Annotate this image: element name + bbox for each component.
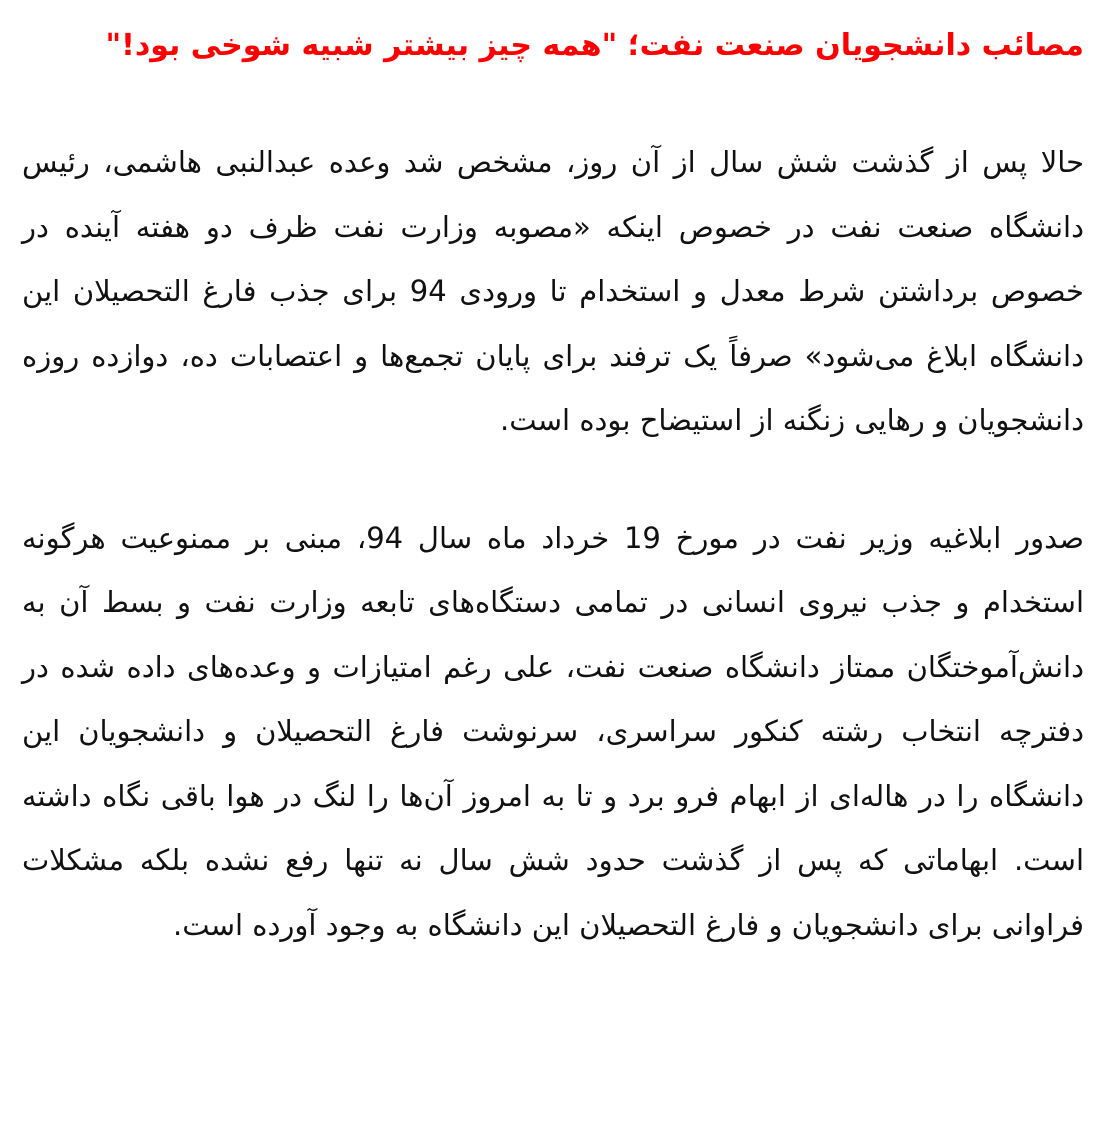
paragraph-spacer [22, 78, 1084, 130]
paragraph-spacer [22, 453, 1084, 506]
article-paragraph-1: حالا پس از گذشت شش سال از آن روز، مشخص شد وعده عبدالنبی هاشمی، رئیس دانشگاه صنعت نفت در خصوص اینکه «مصوبه وزارت نفت ظرف دو هفته آینده در خصوص برداشتن شرط معدل و استخدام تا ورودی 94 برای جذب فارغ التحصیلان این دانشگاه ابلاغ می‌شود» صرفاً یک ترفند برای پایان تجمع‌ها و اعتصابات ده، دوازده روزه دانشجویان و رهایی زنگنه از استیضاح بوده است. [22, 145, 1084, 437]
article-paragraph-2: صدور ابلاغیه وزیر نفت در مورخ 19 خرداد ماه سال 94، مبنی بر ممنوعیت هرگونه استخدام و جذب نیروی انسانی در تمامی دستگاه‌های تابعه وزارت نفت و بسط آن به دانش‌آموختگان ممتاز دانشگاه صنعت نفت، علی رغم امتیازات و وعده‌های داده شده در دفترچه انتخاب رشته کنکور سراسری، سرنوشت فارغ التحصیلان و دانشجویان این دانشگاه را در هاله‌ای از ابهام فرو برد و تا به امروز آن‌ها را لنگ در هوا باقی نگاه داشته است. ابهاماتی که پس از گذشت حدود شش سال نه تنها رفع نشده بلکه مشکلات فراوانی برای دانشجویان و فارغ التحصیلان این دانشگاه به وجود آورده است. [22, 520, 1084, 942]
article-headline: مصائب دانشجویان صنعت نفت؛ "همه چیز بیشتر شبیه شوخی بود!" [105, 28, 1084, 63]
